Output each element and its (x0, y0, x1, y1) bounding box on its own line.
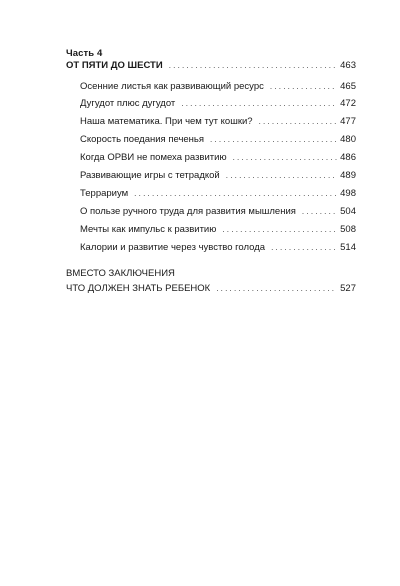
dot-leader (302, 206, 337, 218)
dot-leader (210, 134, 337, 146)
page-number: 498 (340, 188, 356, 199)
entry-title: Скорость поедания печенья (80, 134, 205, 145)
page-number: 480 (340, 134, 356, 145)
part-title-row[interactable] (66, 60, 356, 72)
dot-leader (222, 224, 337, 236)
part-label: Часть 4 (66, 48, 103, 59)
page-number: 486 (340, 152, 356, 163)
page-number: 527 (340, 283, 356, 294)
entry-title: Наша математика. При чем тут кошки? (80, 116, 253, 127)
toc-entry[interactable] (80, 206, 356, 218)
page-number: 504 (340, 206, 356, 217)
entry-title: Террариум (80, 188, 129, 199)
toc-entry[interactable] (80, 134, 356, 146)
dot-leader (169, 60, 337, 72)
dot-leader (216, 283, 337, 295)
entry-title: Осенние листья как развивающий ресурс (80, 81, 264, 92)
entry-title: О пользе ручного труда для развития мышления (80, 206, 296, 217)
part-title: ОТ ПЯТИ ДО ШЕСТИ (66, 60, 163, 71)
toc-entry[interactable] (80, 224, 356, 236)
dot-leader (259, 116, 338, 128)
page-number: 477 (340, 116, 356, 127)
entry-title: Калории и развитие через чувство голода (80, 242, 266, 253)
toc-entry[interactable] (80, 152, 356, 164)
page-number: 465 (340, 81, 356, 92)
toc-entry[interactable] (80, 81, 356, 93)
toc-entry[interactable] (80, 242, 356, 254)
page-number: 514 (340, 242, 356, 253)
entry-title: Мечты как импульс к развитию (80, 224, 217, 235)
dot-leader (270, 81, 337, 93)
entry-title: ЧТО ДОЛЖЕН ЗНАТЬ РЕБЕНОК (66, 283, 211, 294)
page-number: 472 (340, 98, 356, 109)
toc-entry[interactable] (80, 170, 356, 182)
entry-title: Дугудот плюс дугудот (80, 98, 176, 109)
dot-leader (134, 188, 337, 200)
entry-title: Когда ОРВИ не помеха развитию (80, 152, 227, 163)
page-number: 463 (340, 60, 356, 71)
page-number: 508 (340, 224, 356, 235)
page-number: 489 (340, 170, 356, 181)
closing-heading: ВМЕСТО ЗАКЛЮЧЕНИЯ (66, 268, 175, 279)
closing-entry[interactable] (66, 283, 356, 295)
toc-entry[interactable] (80, 188, 356, 200)
toc-entry[interactable] (80, 98, 356, 110)
dot-leader (233, 152, 338, 164)
dot-leader (226, 170, 337, 182)
dot-leader (271, 242, 337, 254)
dot-leader (181, 98, 337, 110)
toc-entry[interactable] (80, 116, 356, 128)
entry-title: Развивающие игры с тетрадкой (80, 170, 220, 181)
